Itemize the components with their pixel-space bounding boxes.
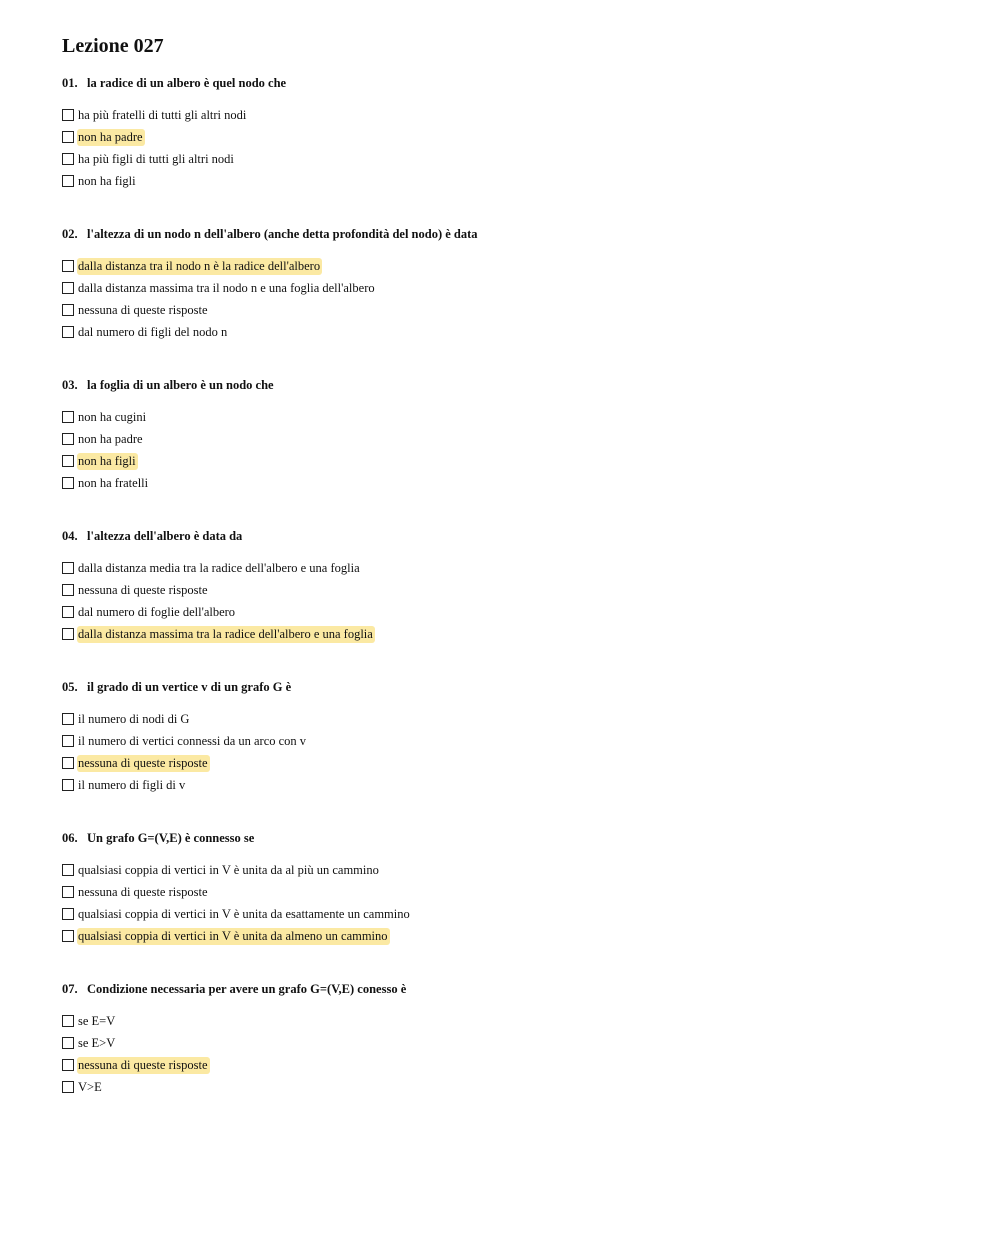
answer-option[interactable] — [62, 318, 962, 346]
answer-label: qualsiasi coppia di vertici in V è unita da al più un cammino — [78, 862, 379, 877]
answer-option[interactable] — [62, 167, 962, 195]
answer-checkbox[interactable] — [62, 411, 74, 423]
answer-label: se E>V — [78, 1035, 116, 1050]
answer-options — [62, 403, 962, 497]
question-number: 07. — [62, 982, 78, 996]
answer-checkbox[interactable] — [62, 1015, 74, 1027]
answer-option[interactable] — [62, 771, 962, 799]
answer-label: se E=V — [78, 1013, 116, 1028]
answer-checkbox[interactable] — [62, 477, 74, 489]
answer-label-correct: dalla distanza tra il nodo n è la radice dell'albero — [78, 258, 321, 273]
answer-label: nessuna di queste risposte — [78, 302, 208, 317]
question-3 — [62, 377, 962, 528]
question-number: 06. — [62, 831, 78, 845]
question-heading — [62, 75, 962, 91]
answer-options — [62, 705, 962, 799]
answer-label: nessuna di queste risposte — [78, 884, 208, 899]
question-number: 01. — [62, 76, 78, 90]
answer-label: dal numero di foglie dell'albero — [78, 604, 236, 619]
answer-checkbox[interactable] — [62, 1037, 74, 1049]
answer-checkbox[interactable] — [62, 908, 74, 920]
answer-label-correct: nessuna di queste risposte — [78, 1057, 208, 1072]
answer-option[interactable] — [62, 922, 962, 950]
question-heading — [62, 679, 962, 695]
quiz-page — [62, 34, 962, 1132]
question-number: 03. — [62, 378, 78, 392]
answer-label: nessuna di queste risposte — [78, 582, 208, 597]
question-number: 04. — [62, 529, 78, 543]
answer-label-correct: nessuna di queste risposte — [78, 755, 208, 770]
answer-label: dalla distanza media tra la radice dell'albero e una foglia — [78, 560, 360, 575]
question-list — [62, 75, 962, 1132]
question-text: Condizione necessaria per avere un grafo G=(V,E) conesso è — [87, 982, 407, 996]
answer-label: non ha padre — [78, 431, 143, 446]
answer-label: ha più figli di tutti gli altri nodi — [78, 151, 234, 166]
answer-options — [62, 101, 962, 195]
answer-checkbox[interactable] — [62, 175, 74, 187]
question-text: la foglia di un albero è un nodo che — [87, 378, 274, 392]
answer-options — [62, 1007, 962, 1101]
question-heading — [62, 830, 962, 846]
answer-label: non ha cugini — [78, 409, 147, 424]
answer-options — [62, 856, 962, 950]
answer-label: non ha figli — [78, 173, 136, 188]
answer-label: il numero di nodi di G — [78, 711, 190, 726]
question-text: l'altezza dell'albero è data da — [87, 529, 243, 543]
question-text: Un grafo G=(V,E) è connesso se — [87, 831, 255, 845]
answer-label-correct: non ha padre — [78, 129, 143, 144]
answer-checkbox[interactable] — [62, 735, 74, 747]
question-4 — [62, 528, 962, 679]
answer-checkbox[interactable] — [62, 606, 74, 618]
answer-checkbox[interactable] — [62, 153, 74, 165]
question-heading — [62, 981, 962, 997]
answer-checkbox[interactable] — [62, 757, 74, 769]
answer-checkbox[interactable] — [62, 930, 74, 942]
page-title: Lezione 027 — [62, 35, 164, 57]
question-heading — [62, 377, 962, 393]
answer-checkbox[interactable] — [62, 562, 74, 574]
answer-label: ha più fratelli di tutti gli altri nodi — [78, 107, 247, 122]
answer-checkbox[interactable] — [62, 1059, 74, 1071]
question-1 — [62, 75, 962, 226]
answer-checkbox[interactable] — [62, 886, 74, 898]
question-text: la radice di un albero è quel nodo che — [87, 76, 287, 90]
question-2 — [62, 226, 962, 377]
answer-checkbox[interactable] — [62, 584, 74, 596]
answer-label: il numero di vertici connessi da un arco con v — [78, 733, 307, 748]
answer-label: dal numero di figli del nodo n — [78, 324, 228, 339]
answer-option[interactable] — [62, 469, 962, 497]
answer-checkbox[interactable] — [62, 455, 74, 467]
question-heading — [62, 528, 962, 544]
answer-checkbox[interactable] — [62, 326, 74, 338]
question-number: 02. — [62, 227, 78, 241]
answer-checkbox[interactable] — [62, 1081, 74, 1093]
answer-label: il numero di figli di v — [78, 777, 186, 792]
answer-checkbox[interactable] — [62, 628, 74, 640]
answer-label-correct: qualsiasi coppia di vertici in V è unita da almeno un cammino — [78, 928, 388, 943]
answer-option[interactable] — [62, 620, 962, 648]
question-7 — [62, 981, 962, 1132]
answer-options — [62, 252, 962, 346]
answer-checkbox[interactable] — [62, 260, 74, 272]
answer-label-correct: dalla distanza massima tra la radice dell'albero e una foglia — [78, 626, 373, 641]
question-text: l'altezza di un nodo n dell'albero (anche detta profondità del nodo) è data — [87, 227, 478, 241]
answer-label-correct: non ha figli — [78, 453, 136, 468]
answer-checkbox[interactable] — [62, 304, 74, 316]
answer-checkbox[interactable] — [62, 864, 74, 876]
answer-checkbox[interactable] — [62, 713, 74, 725]
answer-label: V>E — [78, 1079, 102, 1094]
answer-label: dalla distanza massima tra il nodo n e una foglia dell'albero — [78, 280, 375, 295]
answer-checkbox[interactable] — [62, 433, 74, 445]
answer-label: non ha fratelli — [78, 475, 149, 490]
question-heading — [62, 226, 962, 242]
question-text: il grado di un vertice v di un grafo G è — [87, 680, 292, 694]
answer-checkbox[interactable] — [62, 779, 74, 791]
answer-checkbox[interactable] — [62, 109, 74, 121]
answer-option[interactable] — [62, 1073, 962, 1101]
answer-checkbox[interactable] — [62, 131, 74, 143]
answer-options — [62, 554, 962, 648]
answer-checkbox[interactable] — [62, 282, 74, 294]
question-6 — [62, 830, 962, 981]
answer-label: qualsiasi coppia di vertici in V è unita da esattamente un cammino — [78, 906, 410, 921]
question-number: 05. — [62, 680, 78, 694]
question-5 — [62, 679, 962, 830]
